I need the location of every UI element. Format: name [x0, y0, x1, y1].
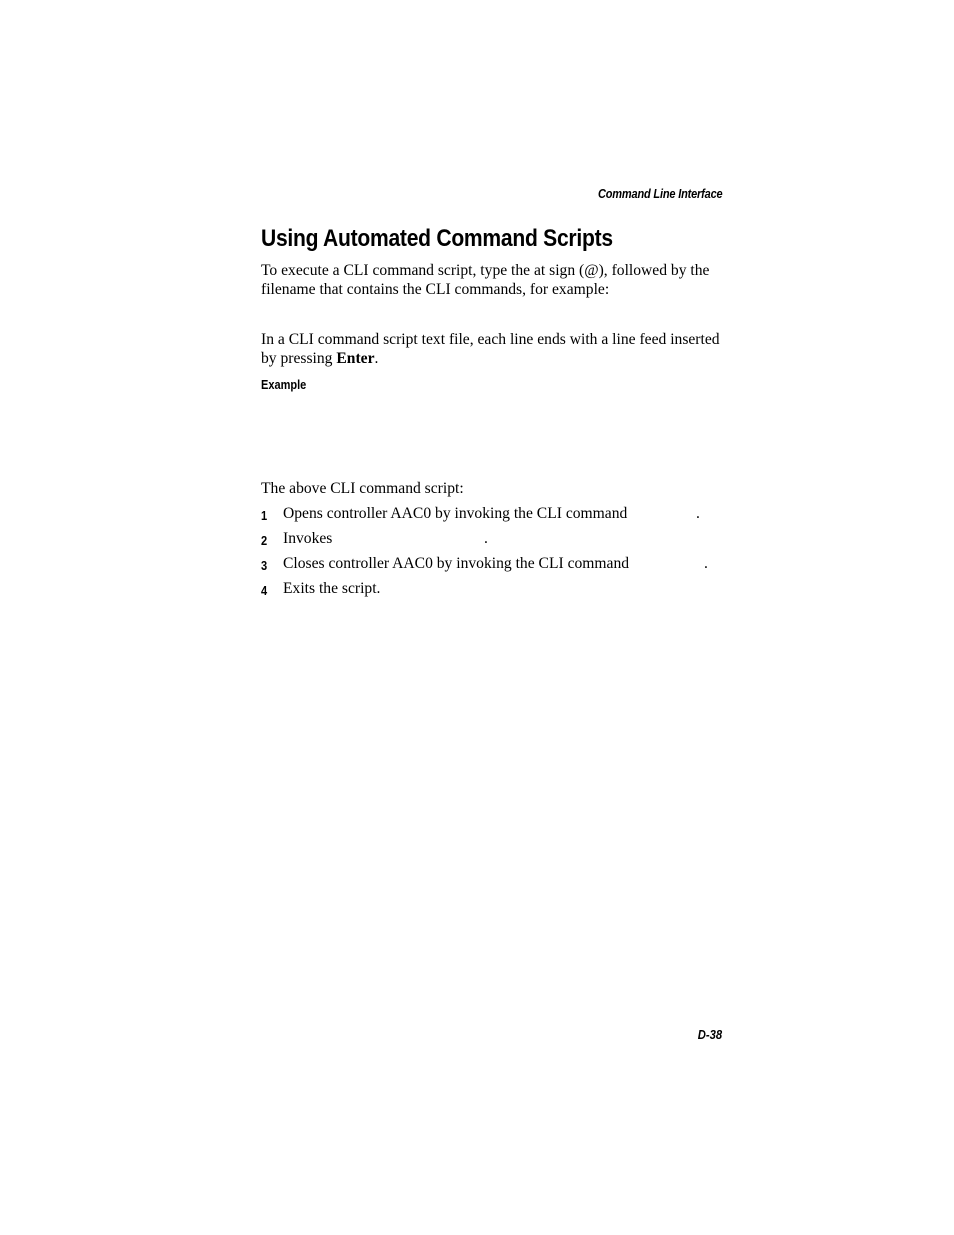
step-item	[261, 505, 731, 525]
step-number: 2	[261, 533, 268, 548]
summary-paragraph: The above CLI command script:	[261, 480, 464, 497]
step-number: 4	[261, 583, 268, 598]
step-end: .	[704, 555, 708, 572]
page-number: D-38	[697, 1028, 722, 1042]
step-text: Closes controller AAC0 by invoking the CLI command	[283, 555, 630, 572]
step-number: 1	[261, 508, 268, 523]
script-note-text: In a CLI command script text file, each line ends with a line feed inserted by pressing	[261, 331, 720, 367]
step-item	[261, 555, 731, 575]
step-text: Exits the script.	[283, 580, 381, 597]
example-heading: Example	[261, 378, 307, 392]
section-title: Using Automated Command Scripts	[261, 225, 613, 252]
running-header: Command Line Interface	[597, 187, 722, 201]
script-note-paragraph	[261, 331, 731, 368]
script-note-period: .	[374, 349, 379, 367]
step-item	[261, 530, 731, 550]
step-text: Invokes	[283, 530, 333, 547]
intro-paragraph: To execute a CLI command script, type the at sign (@), followed by the filename that contains the CLI commands, for example:	[261, 262, 710, 298]
step-end: .	[484, 530, 488, 547]
step-item	[261, 580, 731, 600]
step-number: 3	[261, 558, 268, 573]
enter-key-label: Enter	[336, 349, 375, 367]
step-text: Opens controller AAC0 by invoking the CLI command	[283, 505, 628, 522]
step-end: .	[696, 505, 700, 522]
